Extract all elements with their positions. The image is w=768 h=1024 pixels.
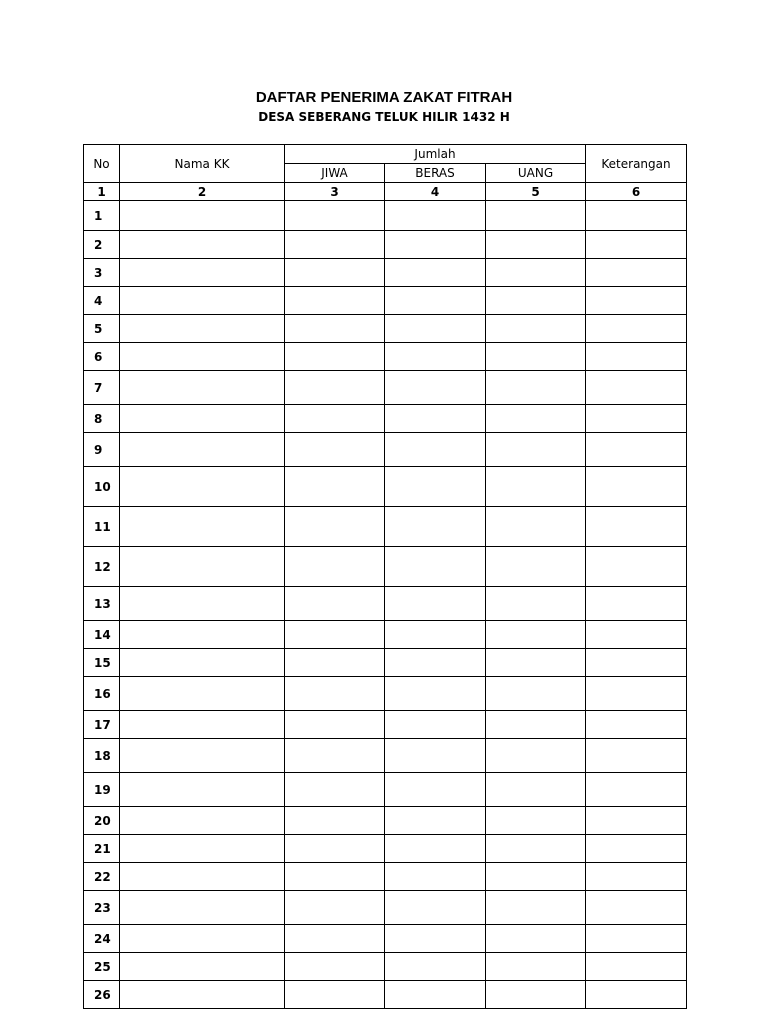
row-number: 23 — [84, 891, 120, 925]
keterangan-cell[interactable] — [586, 507, 687, 547]
beras-cell[interactable] — [385, 953, 486, 981]
jiwa-cell[interactable] — [285, 739, 385, 773]
keterangan-cell[interactable] — [586, 315, 687, 343]
row-number: 4 — [84, 287, 120, 315]
table-row — [84, 835, 687, 863]
uang-cell[interactable] — [486, 773, 586, 807]
uang-cell[interactable] — [486, 621, 586, 649]
nama-kk-cell[interactable] — [120, 287, 285, 315]
beras-cell[interactable] — [385, 467, 486, 507]
beras-cell[interactable] — [385, 433, 486, 467]
column-number: 4 — [385, 183, 486, 201]
uang-cell[interactable] — [486, 201, 586, 231]
nama-kk-cell[interactable] — [120, 711, 285, 739]
uang-cell[interactable] — [486, 711, 586, 739]
nama-kk-cell[interactable] — [120, 201, 285, 231]
keterangan-cell[interactable] — [586, 891, 687, 925]
table-row — [84, 231, 687, 259]
uang-cell[interactable] — [486, 863, 586, 891]
table-row — [84, 925, 687, 953]
keterangan-cell[interactable] — [586, 433, 687, 467]
keterangan-cell[interactable] — [586, 259, 687, 287]
keterangan-cell[interactable] — [586, 343, 687, 371]
row-number: 17 — [84, 711, 120, 739]
beras-cell[interactable] — [385, 371, 486, 405]
table-row — [84, 507, 687, 547]
nama-kk-cell[interactable] — [120, 863, 285, 891]
row-number: 3 — [84, 259, 120, 287]
jiwa-cell[interactable] — [285, 405, 385, 433]
table-row — [84, 259, 687, 287]
row-number: 21 — [84, 835, 120, 863]
uang-cell[interactable] — [486, 835, 586, 863]
row-number: 10 — [84, 467, 120, 507]
keterangan-cell[interactable] — [586, 287, 687, 315]
table-row — [84, 287, 687, 315]
jiwa-cell[interactable] — [285, 807, 385, 835]
keterangan-cell[interactable] — [586, 925, 687, 953]
keterangan-cell[interactable] — [586, 773, 687, 807]
jiwa-cell[interactable] — [285, 891, 385, 925]
jiwa-cell[interactable] — [285, 621, 385, 649]
table-row — [84, 587, 687, 621]
uang-cell[interactable] — [486, 649, 586, 677]
keterangan-cell[interactable] — [586, 863, 687, 891]
row-number: 19 — [84, 773, 120, 807]
nama-kk-cell[interactable] — [120, 891, 285, 925]
jiwa-cell[interactable] — [285, 315, 385, 343]
uang-cell[interactable] — [486, 807, 586, 835]
uang-cell[interactable] — [486, 507, 586, 547]
jiwa-cell[interactable] — [285, 711, 385, 739]
table-row — [84, 621, 687, 649]
keterangan-cell[interactable] — [586, 677, 687, 711]
header-nama-kk: Nama KK — [120, 145, 285, 183]
uang-cell[interactable] — [486, 405, 586, 433]
beras-cell[interactable] — [385, 621, 486, 649]
header-jiwa: JIWA — [285, 164, 385, 183]
nama-kk-cell[interactable] — [120, 371, 285, 405]
beras-cell[interactable] — [385, 231, 486, 259]
nama-kk-cell[interactable] — [120, 649, 285, 677]
jiwa-cell[interactable] — [285, 343, 385, 371]
row-number: 1 — [84, 201, 120, 231]
nama-kk-cell[interactable] — [120, 405, 285, 433]
table-row — [84, 201, 687, 231]
row-number: 13 — [84, 587, 120, 621]
keterangan-cell[interactable] — [586, 547, 687, 587]
nama-kk-cell[interactable] — [120, 433, 285, 467]
column-number: 6 — [586, 183, 687, 201]
beras-cell[interactable] — [385, 315, 486, 343]
table-row — [84, 467, 687, 507]
header-uang: UANG — [486, 164, 586, 183]
nama-kk-cell[interactable] — [120, 507, 285, 547]
uang-cell[interactable] — [486, 677, 586, 711]
nama-kk-cell[interactable] — [120, 231, 285, 259]
keterangan-cell[interactable] — [586, 835, 687, 863]
table-row — [84, 649, 687, 677]
row-number: 9 — [84, 433, 120, 467]
nama-kk-cell[interactable] — [120, 587, 285, 621]
row-number: 8 — [84, 405, 120, 433]
column-number: 2 — [120, 183, 285, 201]
nama-kk-cell[interactable] — [120, 677, 285, 711]
keterangan-cell[interactable] — [586, 953, 687, 981]
table-row — [84, 953, 687, 981]
jiwa-cell[interactable] — [285, 547, 385, 587]
nama-kk-cell[interactable] — [120, 547, 285, 587]
uang-cell[interactable] — [486, 315, 586, 343]
jiwa-cell[interactable] — [285, 201, 385, 231]
uang-cell[interactable] — [486, 433, 586, 467]
keterangan-cell[interactable] — [586, 711, 687, 739]
beras-cell[interactable] — [385, 981, 486, 1009]
beras-cell[interactable] — [385, 201, 486, 231]
jiwa-cell[interactable] — [285, 981, 385, 1009]
nama-kk-cell[interactable] — [120, 343, 285, 371]
document-title: DAFTAR PENERIMA ZAKAT FITRAH — [255, 89, 513, 106]
table-row — [84, 315, 687, 343]
row-number: 12 — [84, 547, 120, 587]
beras-cell[interactable] — [385, 547, 486, 587]
nama-kk-cell[interactable] — [120, 467, 285, 507]
nama-kk-cell[interactable] — [120, 981, 285, 1009]
nama-kk-cell[interactable] — [120, 621, 285, 649]
beras-cell[interactable] — [385, 287, 486, 315]
beras-cell[interactable] — [385, 343, 486, 371]
keterangan-cell[interactable] — [586, 587, 687, 621]
uang-cell[interactable] — [486, 739, 586, 773]
row-number: 2 — [84, 231, 120, 259]
column-number: 1 — [84, 183, 120, 201]
jiwa-cell[interactable] — [285, 287, 385, 315]
nama-kk-cell[interactable] — [120, 773, 285, 807]
jiwa-cell[interactable] — [285, 587, 385, 621]
jiwa-cell[interactable] — [285, 231, 385, 259]
jiwa-cell[interactable] — [285, 773, 385, 807]
beras-cell[interactable] — [385, 405, 486, 433]
keterangan-cell[interactable] — [586, 621, 687, 649]
keterangan-cell[interactable] — [586, 467, 687, 507]
row-number: 25 — [84, 953, 120, 981]
row-number: 22 — [84, 863, 120, 891]
nama-kk-cell[interactable] — [120, 259, 285, 287]
table-body — [84, 201, 687, 1009]
jiwa-cell[interactable] — [285, 863, 385, 891]
beras-cell[interactable] — [385, 507, 486, 547]
uang-cell[interactable] — [486, 891, 586, 925]
keterangan-cell[interactable] — [586, 739, 687, 773]
row-number: 6 — [84, 343, 120, 371]
keterangan-cell[interactable] — [586, 231, 687, 259]
jiwa-cell[interactable] — [285, 953, 385, 981]
row-number: 5 — [84, 315, 120, 343]
table-row — [84, 405, 687, 433]
header-jumlah: Jumlah — [285, 145, 586, 164]
keterangan-cell[interactable] — [586, 405, 687, 433]
header-keterangan: Keterangan — [586, 145, 687, 183]
keterangan-cell[interactable] — [586, 807, 687, 835]
beras-cell[interactable] — [385, 925, 486, 953]
row-number: 7 — [84, 371, 120, 405]
beras-cell[interactable] — [385, 259, 486, 287]
row-number: 26 — [84, 981, 120, 1009]
nama-kk-cell[interactable] — [120, 739, 285, 773]
table-row — [84, 773, 687, 807]
beras-cell[interactable] — [385, 773, 486, 807]
table-row — [84, 371, 687, 405]
uang-cell[interactable] — [486, 547, 586, 587]
column-number-row — [84, 183, 687, 201]
table-row — [84, 863, 687, 891]
beras-cell[interactable] — [385, 863, 486, 891]
table-row — [84, 981, 687, 1009]
jiwa-cell[interactable] — [285, 677, 385, 711]
row-number: 20 — [84, 807, 120, 835]
row-number: 14 — [84, 621, 120, 649]
row-number: 11 — [84, 507, 120, 547]
uang-cell[interactable] — [486, 587, 586, 621]
table-row — [84, 739, 687, 773]
table-row — [84, 891, 687, 925]
jiwa-cell[interactable] — [285, 259, 385, 287]
jiwa-cell[interactable] — [285, 925, 385, 953]
nama-kk-cell[interactable] — [120, 807, 285, 835]
uang-cell[interactable] — [486, 231, 586, 259]
jiwa-cell[interactable] — [285, 467, 385, 507]
uang-cell[interactable] — [486, 259, 586, 287]
nama-kk-cell[interactable] — [120, 925, 285, 953]
table-row — [84, 807, 687, 835]
table-row — [84, 343, 687, 371]
table-row — [84, 677, 687, 711]
document-subtitle: DESA SEBERANG TELUK HILIR 1432 H — [258, 110, 510, 124]
keterangan-cell[interactable] — [586, 201, 687, 231]
uang-cell[interactable] — [486, 981, 586, 1009]
column-number: 5 — [486, 183, 586, 201]
jiwa-cell[interactable] — [285, 371, 385, 405]
nama-kk-cell[interactable] — [120, 315, 285, 343]
row-number: 24 — [84, 925, 120, 953]
table-row — [84, 547, 687, 587]
uang-cell[interactable] — [486, 953, 586, 981]
column-number: 3 — [285, 183, 385, 201]
beras-cell[interactable] — [385, 835, 486, 863]
keterangan-cell[interactable] — [586, 981, 687, 1009]
uang-cell[interactable] — [486, 287, 586, 315]
jiwa-cell[interactable] — [285, 433, 385, 467]
keterangan-cell[interactable] — [586, 371, 687, 405]
uang-cell[interactable] — [486, 925, 586, 953]
nama-kk-cell[interactable] — [120, 953, 285, 981]
uang-cell[interactable] — [486, 343, 586, 371]
table-row — [84, 711, 687, 739]
beras-cell[interactable] — [385, 677, 486, 711]
header-beras: BERAS — [385, 164, 486, 183]
uang-cell[interactable] — [486, 467, 586, 507]
row-number: 16 — [84, 677, 120, 711]
jiwa-cell[interactable] — [285, 649, 385, 677]
keterangan-cell[interactable] — [586, 649, 687, 677]
header-no: No — [84, 145, 120, 183]
beras-cell[interactable] — [385, 711, 486, 739]
nama-kk-cell[interactable] — [120, 835, 285, 863]
jiwa-cell[interactable] — [285, 507, 385, 547]
beras-cell[interactable] — [385, 807, 486, 835]
row-number: 18 — [84, 739, 120, 773]
jiwa-cell[interactable] — [285, 835, 385, 863]
uang-cell[interactable] — [486, 371, 586, 405]
table-row — [84, 433, 687, 467]
beras-cell[interactable] — [385, 739, 486, 773]
row-number: 15 — [84, 649, 120, 677]
beras-cell[interactable] — [385, 649, 486, 677]
recipient-table — [83, 144, 687, 1009]
beras-cell[interactable] — [385, 891, 486, 925]
beras-cell[interactable] — [385, 587, 486, 621]
